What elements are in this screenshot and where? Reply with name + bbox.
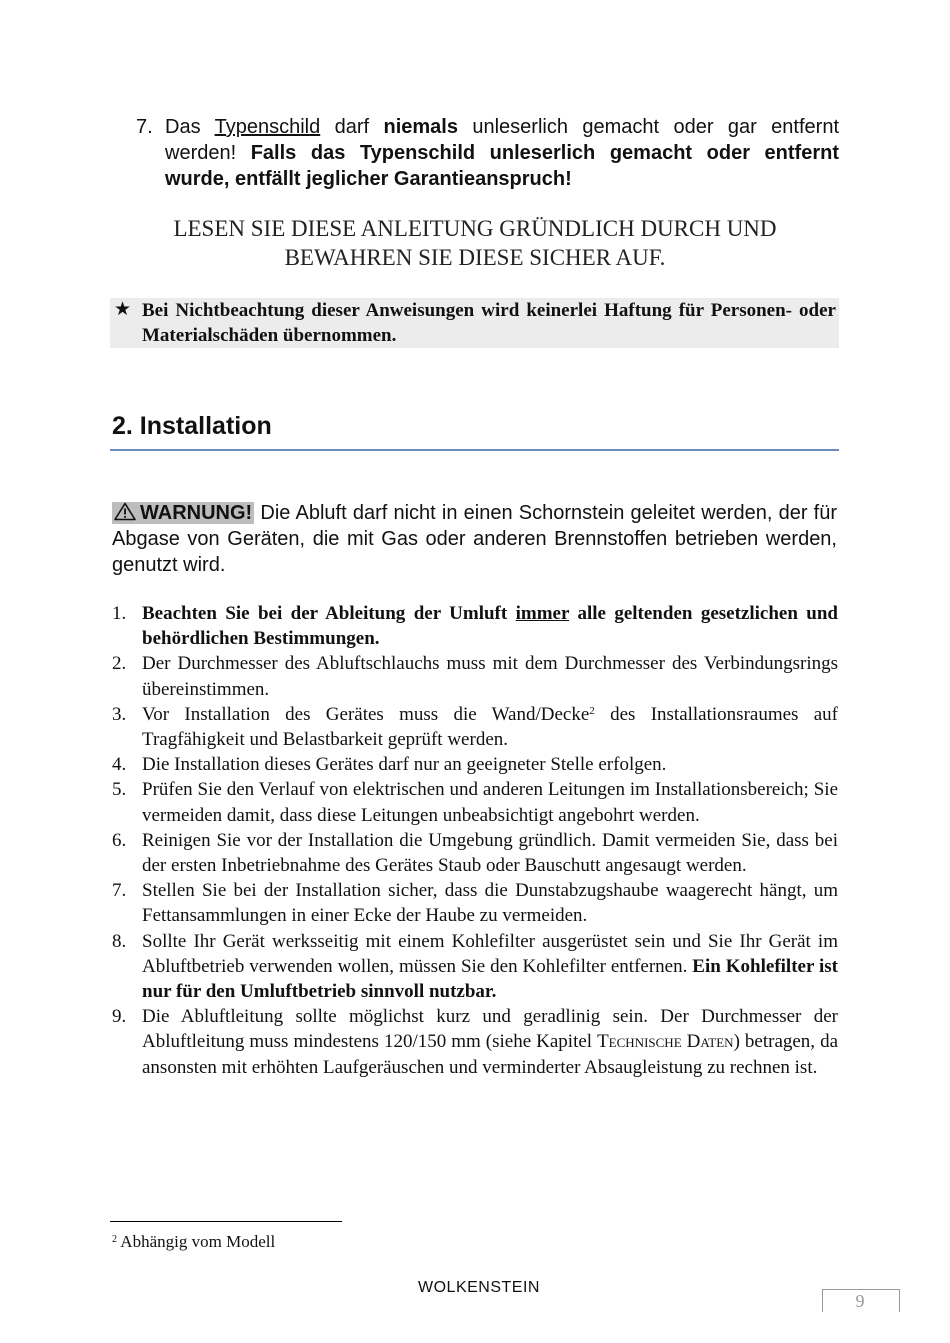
item-text: Prüfen Sie den Verlauf von elektrischen und anderen Leitungen im Installationsbereich; Sie vermeiden damit, dass diese Leitungen unbeabsichtigt angebohrt werden. — [142, 779, 838, 826]
list-item — [110, 1004, 838, 1080]
text-underlined: immer — [515, 603, 570, 624]
list-item — [110, 777, 838, 827]
text-bold: niemals — [383, 116, 458, 138]
text-run: Die Abluftleitung sollte möglichst kurz und geradlinig sein. Der Durchmesser der Abluftleitung muss mindestens 120/150 mm (siehe Kapitel — [142, 1006, 838, 1053]
text-run: alle geltenden gesetzlichen und behördlichen Bestimmungen. — [142, 603, 838, 650]
text-run: des Installationsraumes auf Tragfähigkeit und Belastbarkeit geprüft werden. — [142, 703, 838, 751]
warning-badge — [112, 502, 254, 524]
warning-paragraph — [112, 500, 837, 578]
heading-line: LESEN SIE DIESE ANLEITUNG GRÜNDLICH DURCH UND — [173, 216, 777, 241]
text-run: Beachten Sie bei der Ableitung der Umluft — [142, 603, 516, 624]
item-text: Reinigen Sie vor der Installation die Umgebung gründlich. Damit vermeiden Sie, dass bei der ersten Inbetriebnahme des Gerätes Staub oder Bauschutt angesaugt werden. — [142, 829, 838, 877]
text-run: Sollte Ihr Gerät werksseitig mit einem Kohlefilter ausgerüstet sein und Sie Ihr Gerät im Abluftbetrieb verwenden wollen, müssen Sie den Kohlefilter entfernen. — [142, 930, 838, 977]
text-run: darf — [320, 116, 384, 138]
list-item — [110, 702, 838, 752]
item-number: 7. — [136, 116, 153, 138]
warning-triangle-icon — [114, 502, 136, 521]
star-icon: ★ — [114, 299, 132, 320]
text-bold: Ein Kohlefilter ist nur für den Umluftbetrieb sinnvoll nutzbar. — [142, 955, 839, 1003]
text-run: unleserlich gemacht oder gar entfernt werden! — [165, 116, 840, 164]
item-text: Die Installation dieses Gerätes darf nur an geeigneter Stelle erfolgen. — [142, 754, 667, 776]
section-title: 2. Installation — [112, 412, 272, 440]
list-item — [110, 651, 838, 701]
list-item — [110, 878, 838, 928]
text-run: Vor Installation des Gerätes muss die Wand/Decke — [142, 703, 590, 725]
liability-notice — [110, 298, 839, 348]
item-number: 6. — [112, 829, 127, 851]
footnote-number: 2 — [112, 1234, 117, 1245]
text-bold: Falls das Typenschild unleserlich gemacht oder entfernt wurde, entfällt jeglicher Garantieanspruch! — [165, 142, 839, 190]
text-run: ) betragen, da ansonsten mit erhöhten Laufgeräuschen und verminderter Absaugleistung zu rechnen ist. — [142, 1031, 838, 1078]
item-text: Der Durchmesser des Abluftschlauchs muss mit dem Durchmesser des Verbindungsrings übereinstimmen. — [142, 653, 838, 700]
list-item-typenschild — [136, 114, 839, 192]
footnote-divider — [110, 1221, 342, 1222]
notice-text: Bei Nichtbeachtung dieser Anweisungen wird keinerlei Haftung für Personen- oder Materialschäden übernommen. — [142, 300, 836, 346]
warning-text: Die Abluft darf nicht in einen Schornstein geleitet werden, der für Abgase von Geräten, die mit Gas oder anderen Brennstoffen betrieben werden, genutzt wird. — [112, 502, 837, 576]
chapter-reference: Technische Daten — [597, 1031, 734, 1053]
item-number: 1. — [112, 603, 127, 624]
brand-logo: WOLKENSTEIN — [418, 1279, 540, 1296]
section-divider — [110, 449, 839, 451]
item-number: 2. — [112, 653, 127, 675]
page-number: 9 — [855, 1291, 865, 1311]
footnote — [112, 1231, 275, 1253]
item-number: 5. — [112, 779, 127, 801]
item-text: Stellen Sie bei der Installation sicher, dass die Dunstabzugshaube waagerecht hängt, um Fettansammlungen in einer Ecke der Haube zu vermeiden. — [142, 880, 838, 927]
heading-line: BEWAHREN SIE DIESE SICHER AUF. — [284, 245, 666, 270]
item-number: 7. — [112, 880, 127, 902]
list-item — [110, 828, 838, 878]
warning-label: WARNUNG! — [140, 502, 253, 524]
item-number: 4. — [112, 754, 127, 776]
read-instructions-heading — [110, 214, 840, 272]
item-number: 3. — [112, 703, 127, 725]
list-item — [110, 752, 838, 777]
list-item — [110, 601, 838, 651]
footnote-ref: 2 — [589, 704, 595, 717]
installation-list — [110, 601, 838, 1080]
footnote-text: Abhängig vom Modell — [117, 1232, 276, 1251]
item-number: 9. — [112, 1006, 127, 1028]
list-item — [110, 929, 838, 1005]
item-number: 8. — [112, 930, 127, 952]
text-underlined: Typenschild — [214, 116, 321, 138]
text-run: Das — [165, 116, 215, 138]
